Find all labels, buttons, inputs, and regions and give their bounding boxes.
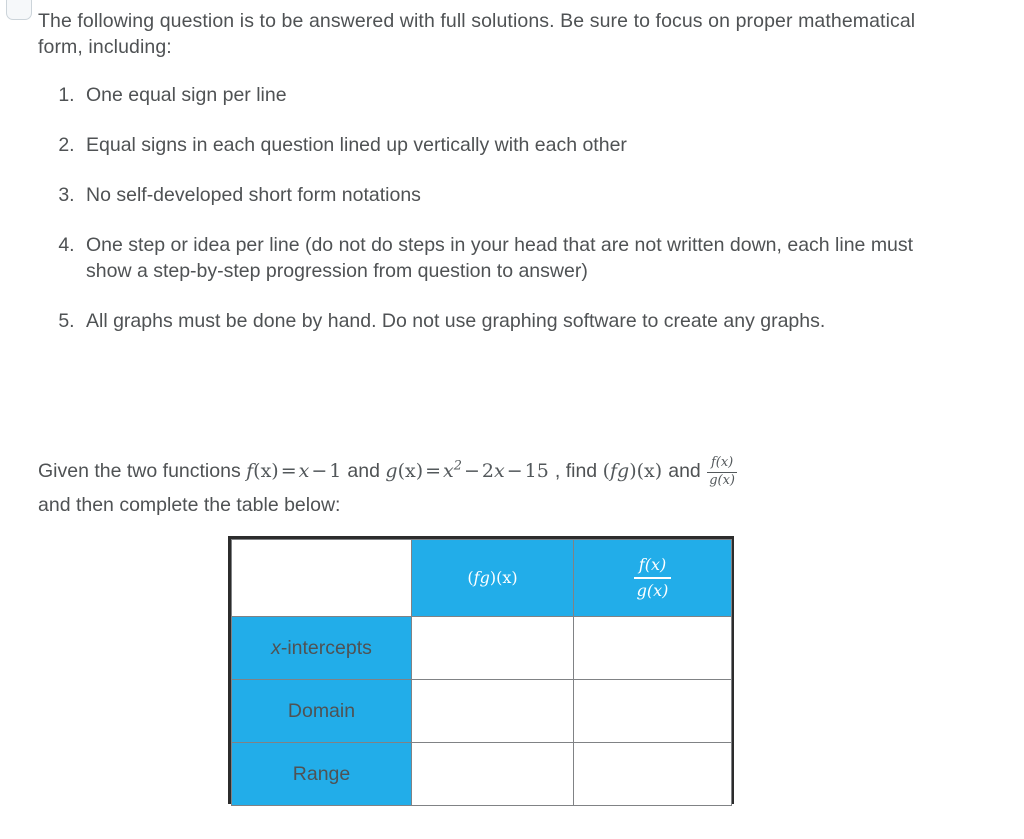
product-expression: (fg)(x) (602, 460, 663, 482)
answer-cell-range-product[interactable] (412, 743, 574, 806)
product-header-math: (fg)(x) (467, 568, 518, 587)
function-operations-table (228, 536, 734, 804)
answer-cell-domain-product[interactable] (412, 680, 574, 743)
row-label-text: Domain (287, 699, 356, 722)
quotient-numerator: f(x) (710, 455, 734, 471)
row-label-domain (232, 680, 412, 743)
rules-list (38, 82, 918, 334)
answer-cell-x-intercepts-product[interactable] (412, 617, 574, 680)
quotient-expression (707, 456, 737, 489)
quotient-denominator: g(x) (709, 473, 735, 489)
list-item: 5. All graphs must be done by hand. Do not use graphing software to create any graphs. (80, 308, 918, 334)
answer-cell-domain-quotient[interactable] (574, 680, 732, 743)
comma: , (554, 460, 561, 482)
row-label-range (232, 743, 412, 806)
row-label-x-intercepts (232, 617, 412, 680)
find-word: find (565, 460, 598, 482)
complete-table-instruction: and then complete the table below: (38, 494, 341, 516)
instructions-paragraph: The following question is to be answered with full solutions. Be sure to focus on proper mathematical form, including: (38, 10, 916, 58)
conjunction-and-2: and (668, 460, 701, 482)
list-item: 3. No self-developed short form notations (80, 182, 918, 208)
quotient-header-numerator: f(x) (638, 555, 667, 575)
row-label-text: Range (292, 762, 351, 785)
row-label-text: -intercepts (280, 636, 372, 659)
answer-cell-range-quotient[interactable] (574, 743, 732, 806)
question-lead: Given the two functions (38, 460, 241, 482)
quotient-header-math (634, 555, 672, 601)
unchecked-checkbox[interactable] (6, 0, 32, 20)
question-statement (38, 451, 938, 491)
header-cell-product (412, 540, 574, 617)
conjunction-and-1: and (347, 460, 380, 482)
row-label-italic-x: x (271, 636, 281, 659)
function-g-definition: $g(x) = x^2 - 2x - 15$ (385, 458, 549, 482)
header-cell-quotient (574, 540, 732, 617)
question-content (38, 8, 918, 334)
answer-cell-x-intercepts-quotient[interactable] (574, 617, 732, 680)
table-row (232, 743, 732, 806)
table-header-row (232, 540, 732, 617)
quotient-header-denominator: g(x) (636, 580, 669, 600)
table-row (232, 680, 732, 743)
list-item: 2. Equal signs in each question lined up vertically with each other (80, 132, 918, 158)
header-cell-blank (232, 540, 412, 617)
function-f-definition: f(x) = x − 1 (246, 460, 342, 482)
list-item: 1. One equal sign per line (80, 82, 918, 108)
list-item: 4. One step or idea per line (do not do steps in your head that are not written down, each line must show a step-by-step progression from question to answer) (80, 232, 918, 284)
table-row (232, 617, 732, 680)
